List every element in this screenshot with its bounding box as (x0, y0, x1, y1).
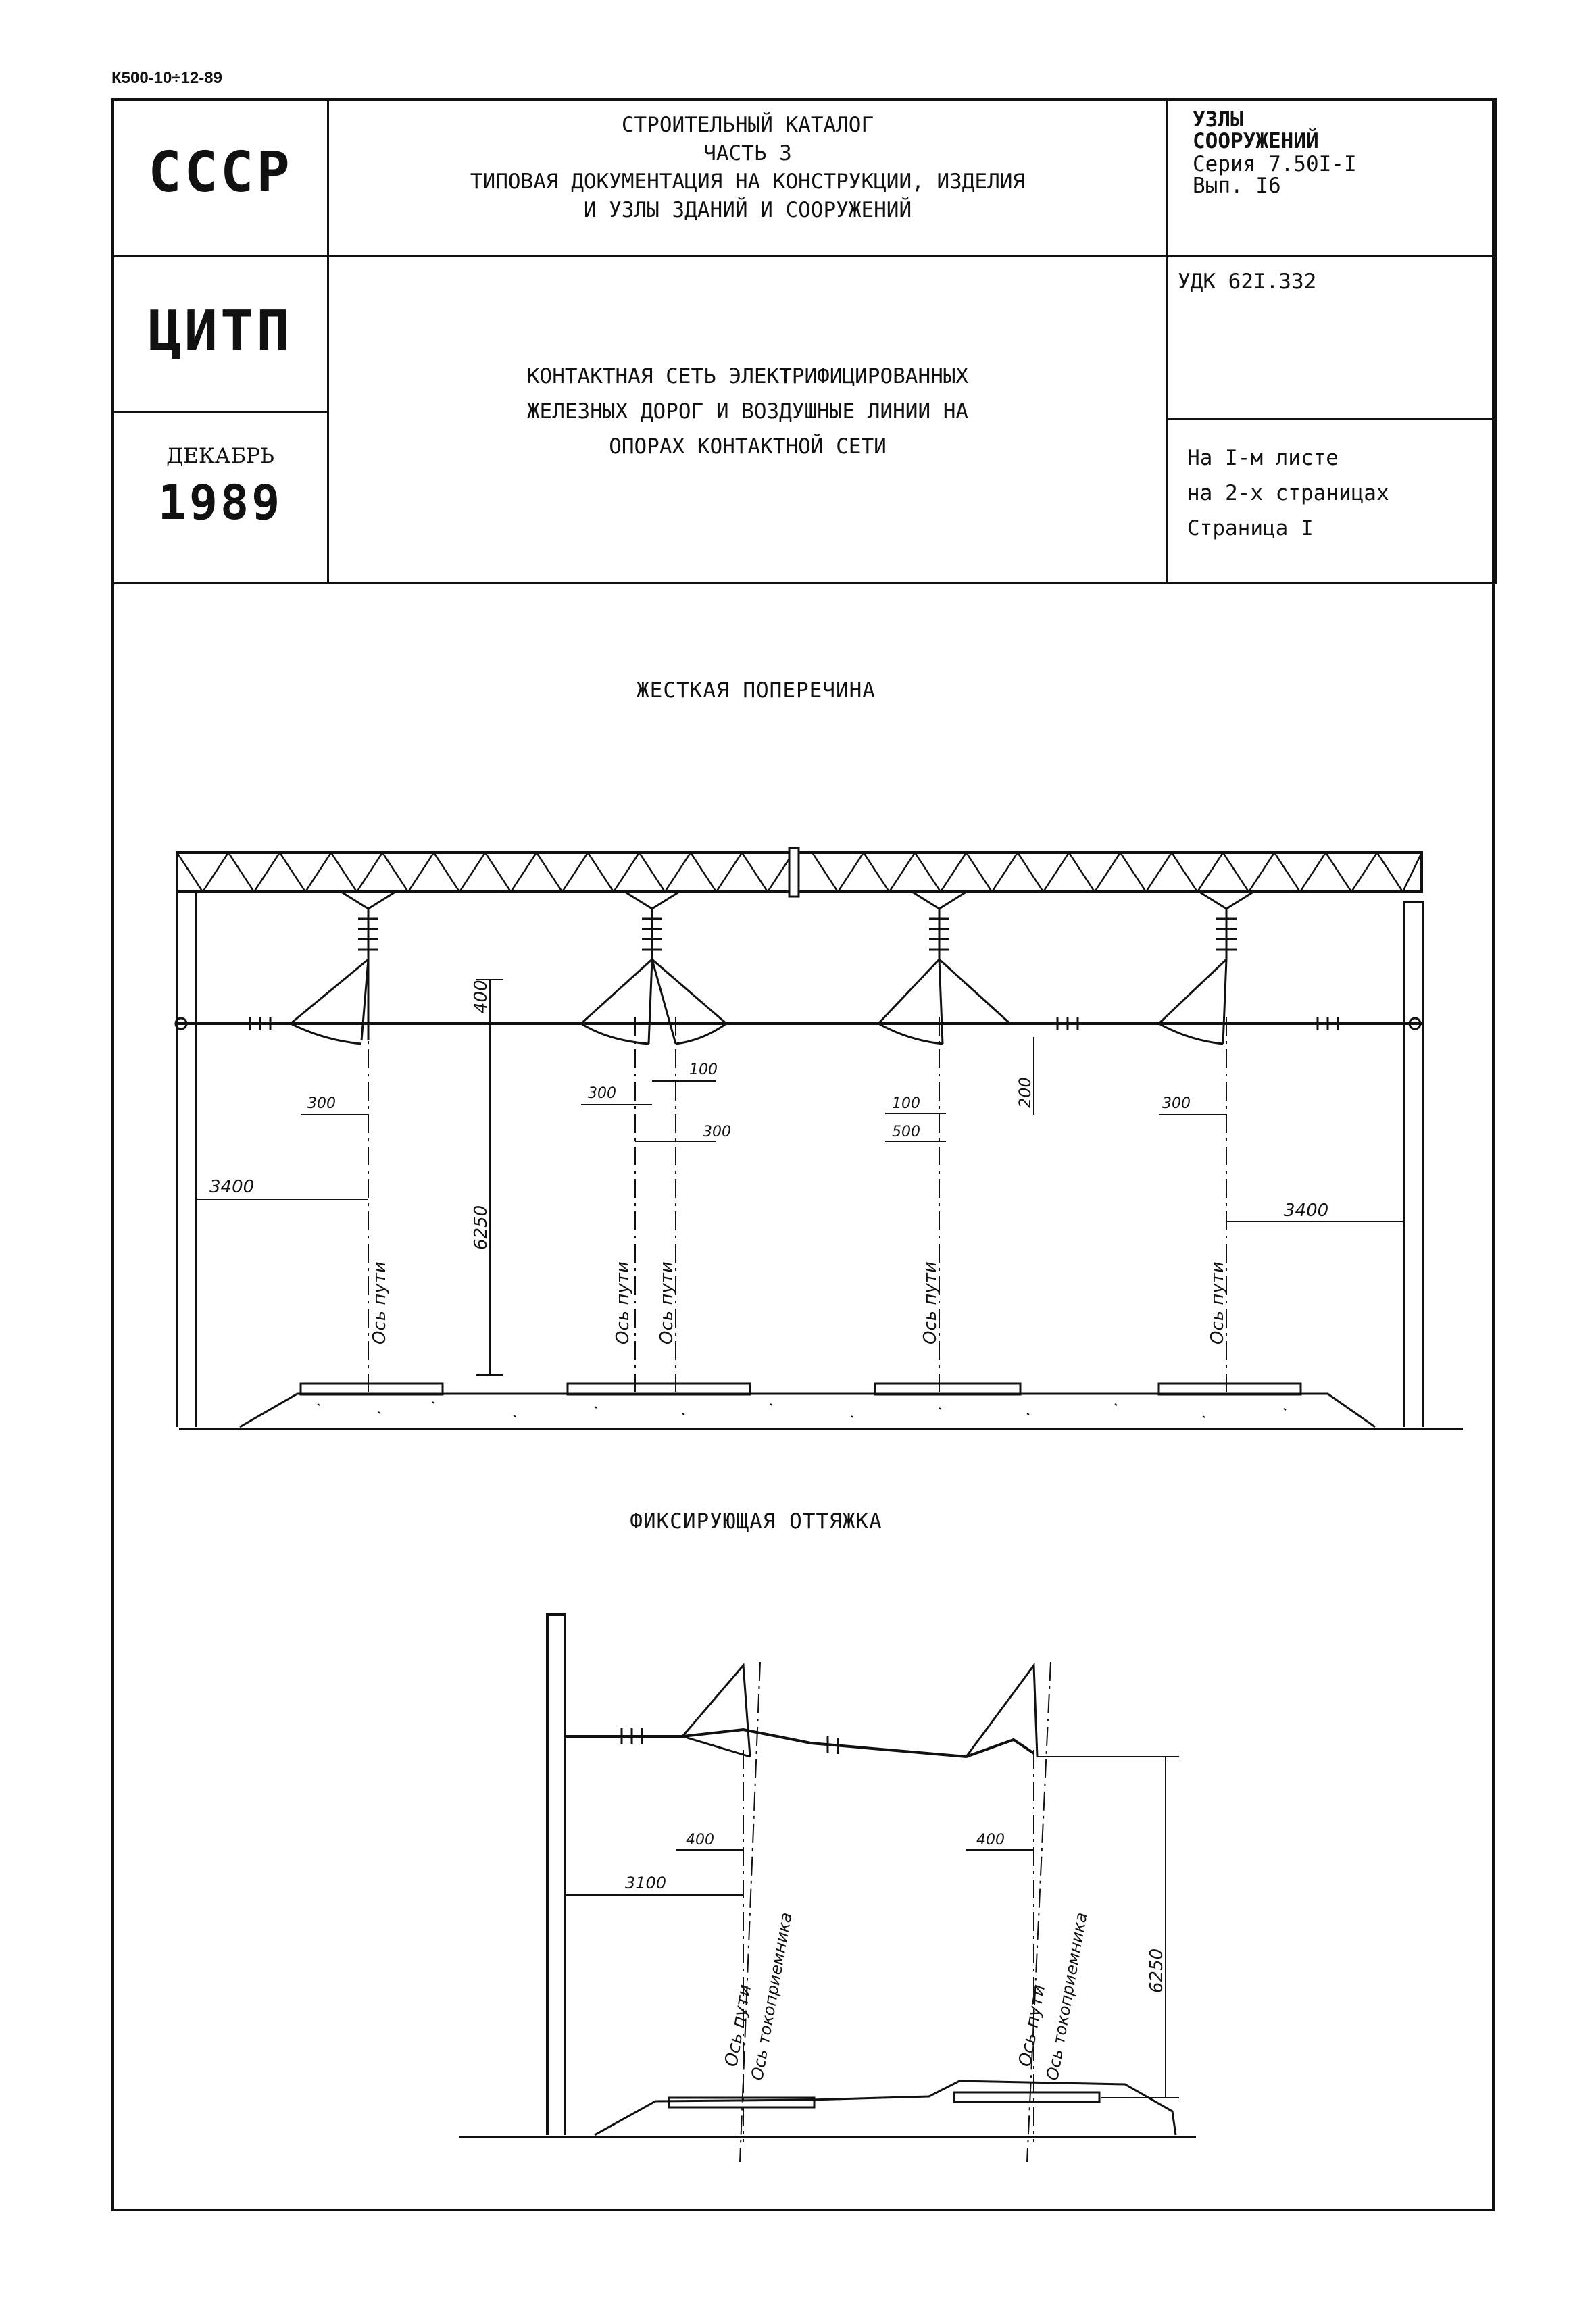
sheet-info-2: на 2-х страницах (1187, 481, 1389, 505)
title-line-2: ЖЕЛЕЗНЫХ ДОРОГ И ВОЗДУШНЫЕ ЛИНИИ НА (526, 399, 969, 424)
ballast-dots (318, 1402, 1286, 1417)
backstay-pole (547, 1615, 565, 2135)
series-label: Серия 7.50I-I (1193, 152, 1357, 176)
dim-backstay-offset: 3100 (625, 1873, 667, 1892)
axis-label-4: Ось пути (920, 1261, 941, 1344)
catalog-line-3: ТИПОВАЯ ДОКУМЕНТАЦИЯ НА КОНСТРУКЦИИ, ИЗДЕЛИЯ (470, 170, 1026, 194)
left-pole (177, 892, 196, 1427)
sheet-info-1: На I-м листе (1187, 446, 1339, 470)
catalog-line-1: СТРОИТЕЛЬНЫЙ КАТАЛОГ (621, 113, 874, 137)
dim-right-offset: 3400 (1284, 1201, 1329, 1221)
dim-backstay-stagger-right: 400 (976, 1832, 1005, 1848)
dim-backstay-stagger-left: 400 (686, 1832, 714, 1848)
hanger-1 (291, 892, 395, 1044)
title-line-3: ОПОРАХ КОНТАКТНОЙ СЕТИ (609, 434, 887, 459)
country-label: СССР (148, 141, 293, 205)
axis-label-2: Ось пути (613, 1261, 633, 1344)
dim-left-offset: 3400 (209, 1177, 255, 1197)
drawing2-title: ФИКСИРУЮЩАЯ ОТТЯЖКА (630, 1509, 882, 1534)
axis-track-right: Ось пути (1015, 1983, 1050, 2069)
udk-label: УДК 62I.332 (1178, 270, 1317, 294)
dim-stagger-c: 300 (703, 1124, 731, 1140)
axis-track-left: Ось пути (721, 1983, 756, 2069)
dim-height: 6250 (471, 1205, 491, 1250)
dim-gap-d: 200 (1016, 1077, 1034, 1108)
section-line-1: УЗЛЫ (1193, 107, 1243, 132)
dim-stagger-d: 300 (1162, 1095, 1191, 1112)
dim-gap-b: 100 (892, 1095, 920, 1112)
date-year: 1989 (157, 475, 283, 530)
dim-backstay-height: 6250 (1147, 1948, 1167, 1993)
drawing1-title: ЖЕСТКАЯ ПОПЕРЕЧИНА (637, 678, 876, 703)
catalog-line-2: ЧАСТЬ 3 (703, 141, 792, 166)
org-label: ЦИТП (148, 299, 293, 363)
dim-gap-c: 500 (892, 1124, 920, 1140)
catalog-line-4: И УЗЛЫ ЗДАНИЙ И СООРУЖЕНИЙ (583, 198, 912, 222)
issue-label: Вып. I6 (1193, 174, 1281, 198)
document-code: К500-10÷12-89 (111, 69, 222, 87)
rigid-crossspan-drawing (176, 848, 1463, 1429)
right-pole (1404, 902, 1423, 1427)
title-line-1: КОНТАКТНАЯ СЕТЬ ЭЛЕКТРИФИЦИРОВАННЫХ (526, 364, 969, 388)
hanger-3 (878, 892, 1010, 1044)
axis-label-5: Ось пути (1207, 1261, 1228, 1344)
axis-label-1: Ось пути (370, 1261, 390, 1344)
dim-stagger-a: 300 (307, 1095, 336, 1112)
fixing-backstay-drawing (459, 1615, 1196, 2162)
axis-pantograph-left: Ось токоприемника (747, 1911, 796, 2082)
hanger-2 (581, 892, 726, 1044)
section-line-2: СООРУЖЕНИЙ (1193, 129, 1319, 153)
axis-pantograph-right: Ось токоприемника (1043, 1911, 1091, 2082)
dim-dropper: 400 (471, 980, 491, 1013)
date-month: ДЕКАБРЬ (166, 444, 274, 468)
hanger-4 (1159, 892, 1253, 1044)
sheet-info-3: Страница I (1187, 516, 1314, 540)
dim-gap-a: 100 (689, 1061, 718, 1078)
dim-stagger-b: 300 (588, 1085, 616, 1102)
axis-label-3: Ось пути (657, 1261, 677, 1344)
